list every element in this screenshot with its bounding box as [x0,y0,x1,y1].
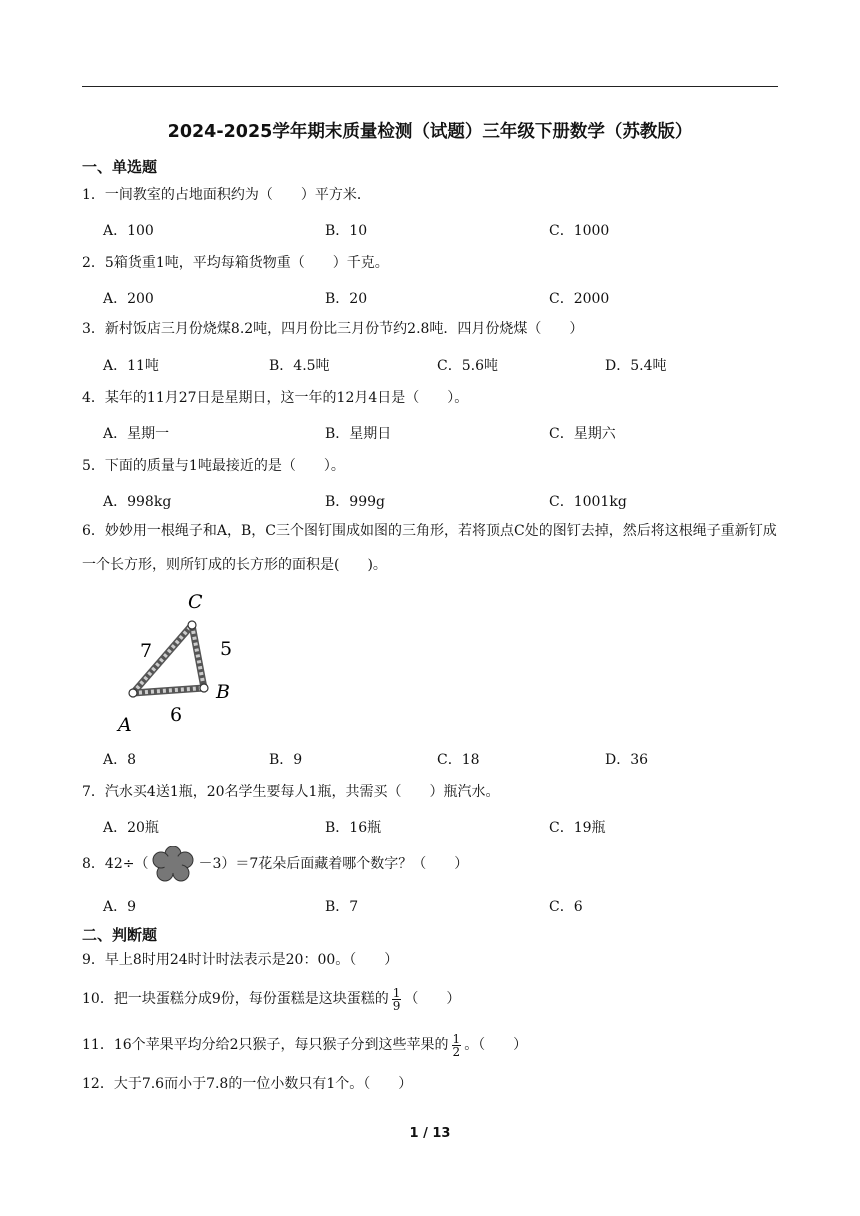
side-length-ab: 6 [170,704,183,726]
q4-option-c[interactable]: C．星期六 [549,426,616,442]
question-10 [82,984,460,1014]
q6-option-b[interactable]: B．9 [269,752,303,768]
q3-option-d[interactable]: D．5.4吨 [605,358,667,374]
question-6: 6．妙妙用一根绳子和A，B，C三个图钉围成如图的三角形，若将顶点C处的图钉去掉，然后将这根绳子重新钉成一个长方形，则所钉成的长方形的面积是( )。 [82,523,777,573]
q2-option-b[interactable]: B．20 [325,291,368,307]
vertex-label-c: C [188,591,203,613]
question-11 [82,1030,527,1060]
q6-option-a[interactable]: A．8 [103,752,137,768]
question-5: 5．下面的质量与1吨最接近的是（ ）。 [82,458,345,474]
q8-option-c[interactable]: C．6 [549,899,583,915]
question-2: 2．5箱货重1吨，平均每箱货物重（ ）千克。 [82,255,389,271]
q2-option-c[interactable]: C．2000 [549,291,610,307]
q8-option-a[interactable]: A．9 [103,899,137,915]
page-title: 2024-2025学年期末质量检测（试题）三年级下册数学（苏教版） [167,122,693,142]
vertex-label-b: B [216,681,230,703]
q10-text-after: （ ） [404,991,461,1007]
q8-text-before: 8．42÷（ [82,856,149,872]
q6-option-c[interactable]: C．18 [437,752,480,768]
question-3: 3．新村饭店三月份烧煤8.2吨，四月份比三月份节约2.8吨．四月份烧煤（ ） [82,321,584,337]
question-4: 4．某年的11月27日是星期日，这一年的12月4日是（ ）。 [82,390,469,406]
q4-option-b[interactable]: B．星期日 [325,426,392,442]
q5-option-b[interactable]: B．999g [325,494,385,510]
section-heading-single-choice: 一、单选题 [82,158,158,176]
fraction-one-ninth: $\frac{1}{9}$ [392,985,401,1013]
q1-option-c[interactable]: C．1000 [549,223,610,239]
fraction-one-half: $\frac{1}{2}$ [452,1031,461,1059]
question-12: 12．大于7.6而小于7.8的一位小数只有1个。（ ） [82,1076,413,1092]
q7-option-c[interactable]: C．19瓶 [549,820,606,836]
q2-option-a[interactable]: A．200 [103,291,154,307]
q8-text-after: －3）＝7花朵后面藏着哪个数字？（ ） [198,856,469,872]
q1-option-a[interactable]: A．100 [103,223,154,239]
question-7: 7．汽水买4送1瓶，20名学生要每人1瓶，共需买（ ）瓶汽水。 [82,784,500,800]
question-9: 9．早上8时用24时计时法表示是20：00。（ ） [82,952,399,968]
q3-option-a[interactable]: A．11吨 [103,358,159,374]
q8-option-b[interactable]: B．7 [325,899,359,915]
rope-triangle-figure [108,585,248,735]
q10-text-before: 10．把一块蛋糕分成9份，每份蛋糕是这块蛋糕的 [82,991,389,1007]
q3-option-c[interactable]: C．5.6吨 [437,358,498,374]
q5-option-c[interactable]: C．1001kg [549,494,627,510]
q3-option-b[interactable]: B．4.5吨 [269,358,330,374]
section-heading-true-false: 二、判断题 [82,926,158,944]
q6-option-d[interactable]: D．36 [605,752,649,768]
page-number: 1 / 13 [409,1126,451,1141]
q7-option-b[interactable]: B．16瓶 [325,820,382,836]
q11-text-after: 。（ ） [464,1037,528,1053]
q5-option-a[interactable]: A．998kg [103,494,172,510]
q1-option-b[interactable]: B．10 [325,223,368,239]
q11-text-before: 11．16个苹果平均分给2只猴子，每只猴子分到这些苹果的 [82,1037,449,1053]
side-length-ac: 7 [140,640,153,662]
question-8 [82,846,468,882]
q7-option-a[interactable]: A．20瓶 [103,820,159,836]
question-1: 1．一间教室的占地面积约为（ ）平方米． [82,187,371,203]
flower-icon [150,846,196,882]
vertex-label-a: A [118,714,132,735]
q4-option-a[interactable]: A．星期一 [103,426,170,442]
side-length-cb: 5 [220,638,233,660]
header-rule [82,86,778,87]
